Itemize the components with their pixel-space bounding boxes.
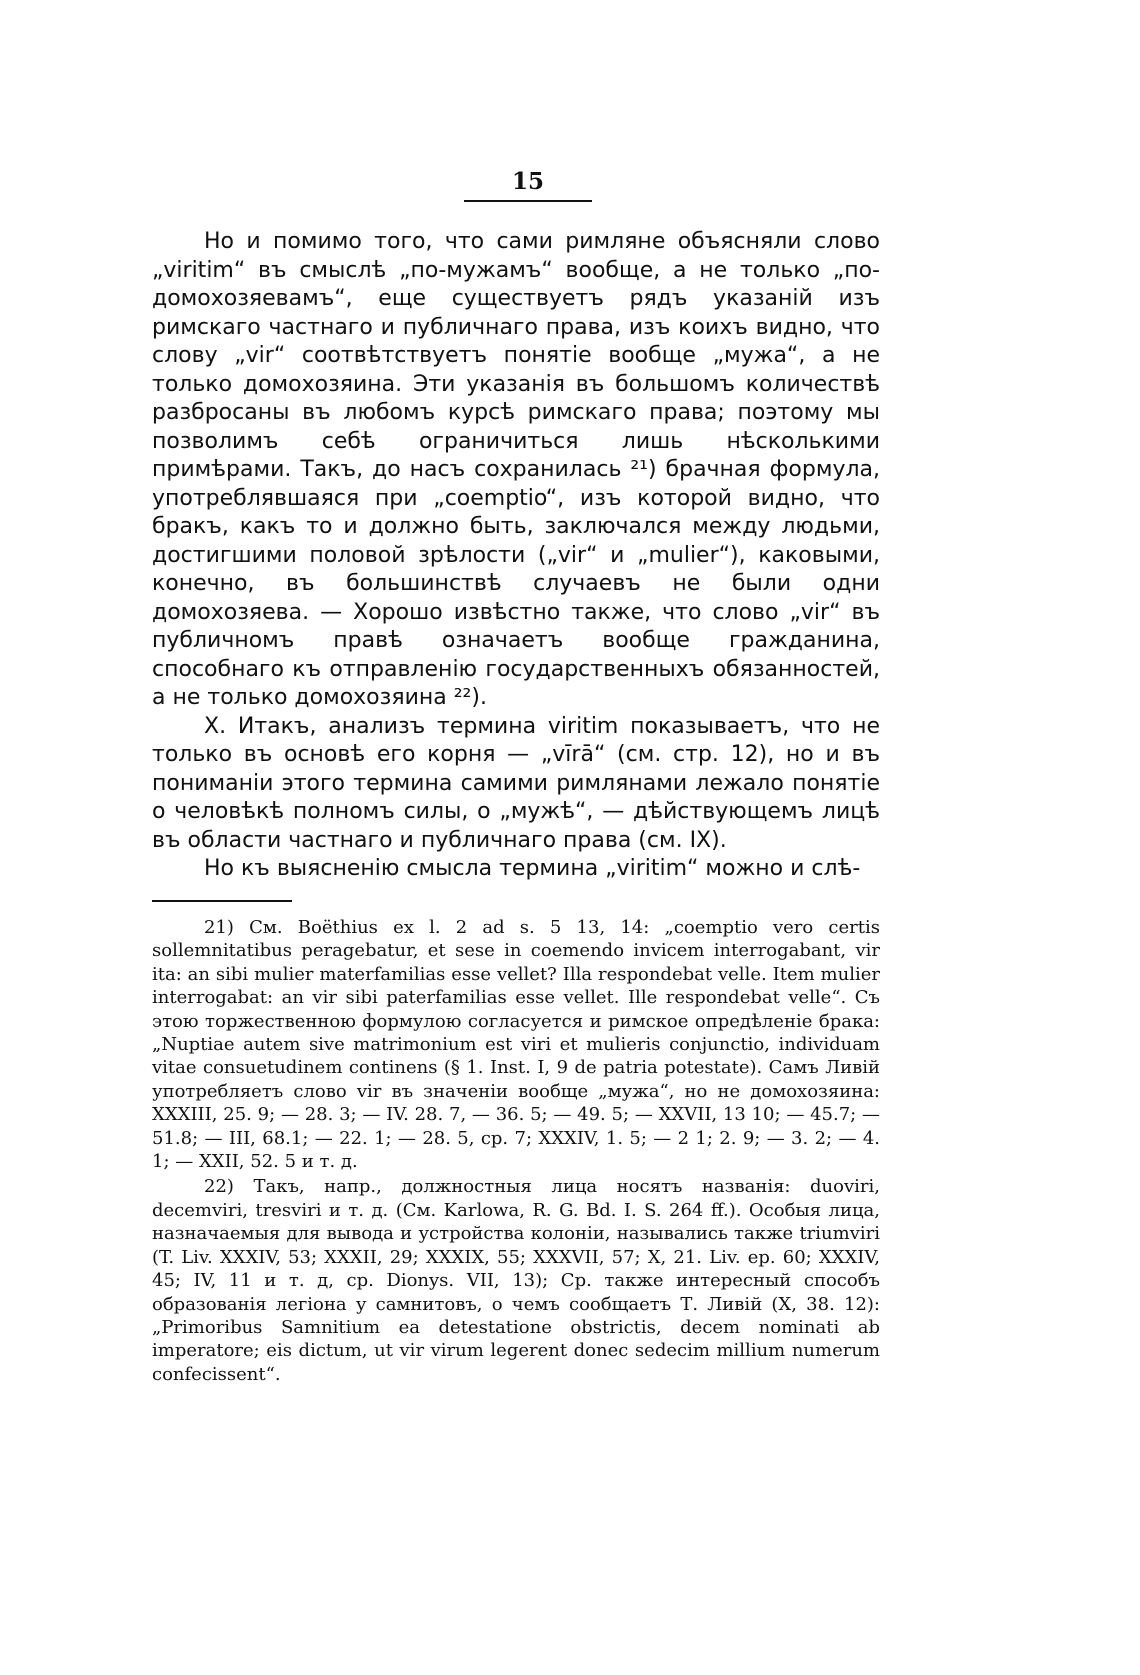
paragraph-2: X. Итакъ, анализъ термина viritim показываетъ, что не только въ основѣ его корня — „vīrā“ (см. стр. 12), но и въ пониманіи этого термина самими римлянами лежало понятіе о человѣкѣ полномъ силы, о „мужѣ“, — дѣйствующемъ лицѣ въ области частнаго и публичнаго права (см. IX). [152,713,880,853]
main-text [152,228,880,884]
footnote-21: 21) См. Boëthius ex l. 2 ad s. 5 13, 14: „coemptio vero certis sollemnitatibus peragebatur, et sese in coemendo invicem interrogabant, vir ita: an sibi mulier materfamilias esse vellet? Illa respondebat velle. Item mulier interrogabat: an vir sibi paterfamilias esse vellet. Ille respondebat velle“. Съ этою торжественною формулою согласуется и римское опредѣленіе брака: „Nuptiae autem sive matrimonium est viri et mulieris conjunctio, individuam vitae consuetudinem continens (§ 1. Inst. I, 9 de patria potestate). Самъ Ливій употребляетъ слово vir въ значеніи вообще „мужа“, но не домохозяина: XXXIII, 25. 9; — 28. 3; — IV. 28. 7, — 36. 5; — 49. 5; — XXVII, 13 10; — 45.7; — 51.8; — III, 68.1; — 22. 1; — 28. 5, ср. 7; XXXIV, 1. 5; — 2 1; 2. 9; — 3. 2; — 4. 1; — XXII, 52. 5 и т. д. [152,917,880,1173]
paragraph-1: Но и помимо того, что сами римляне объясняли слово „viritim“ въ смыслѣ „по-мужамъ“ вообще, а не только „по-домохозяевамъ“, еще существуетъ рядъ указаній изъ римскаго частнаго и публичнаго права, изъ коихъ видно, что слову „vir“ соотвѣтствуетъ понятіе вообще „мужа“, а не только домохозяина. Эти указанія въ большомъ количествѣ разбросаны въ любомъ курсѣ римскаго права; поэтому мы позволимъ себѣ ограничиться лишь нѣсколькими примѣрами. Такъ, до насъ сохранилась ²¹) брачная формула, употреблявшаяся при „coemptio“, изъ которой видно, что бракъ, какъ то и должно быть, заключался между людьми, достигшими половой зрѣлости („vir“ и „mulier“), каковыми, конечно, въ большинствѣ случаевъ не были одни домохозяева. — Хорошо извѣстно также, что слово „vir“ въ публичномъ правѣ означаетъ вообще гражданина, способнаго къ отправленію государственныхъ обязанностей, а не только домохозяина ²²). [152,229,880,710]
footnote-divider [152,900,292,902]
footnotes [152,916,880,1386]
page-number: 15 [511,168,544,195]
page-number-rule [464,200,592,202]
footnote-22: 22) Такъ, напр., должностныя лица носятъ названія: duoviri, decemviri, tresviri и т. д. (См. Karlowa, R. G. Bd. I. S. 264 ff.). Особыя лица, назначаемыя для вывода и устройства колоніи, назывались также triumviri (T. Liv. XXXIV, 53; XXXII, 29; XXXIX, 55; XXXVII, 57; X, 21. Liv. ep. 60; XXXIV, 45; IV, 11 и т. д, ср. Dionys. VII, 13); Ср. также интересный способъ образованія легіона у самнитовъ, о чемъ сообщаетъ Т. Ливій (X, 38. 12): „Primoribus Samnitium ea detestatione obstrictis, decem nominati ab imperatore; eis dictum, ut vir virum legerent donec sedecim millium numerum confecissent“. [152,1176,880,1385]
paragraph-3: Но къ выясненію смысла термина „viritim“ можно и слѣ- [204,856,861,881]
